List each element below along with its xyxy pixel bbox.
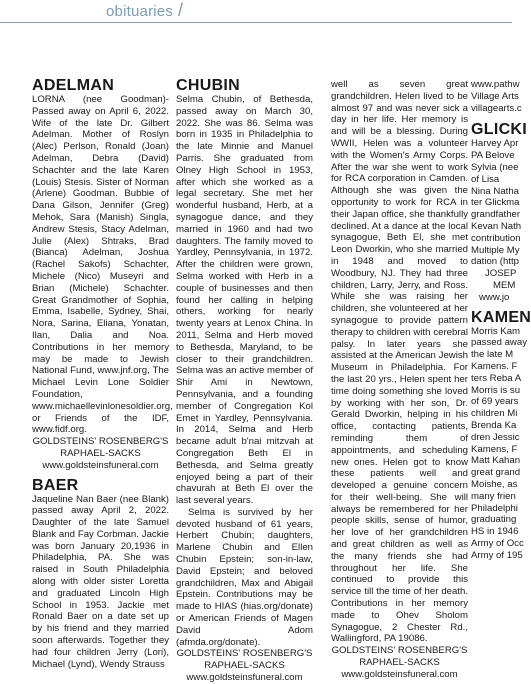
col4-line: MEM bbox=[493, 279, 516, 291]
col4-line: many frien bbox=[471, 490, 516, 502]
obituary-name-baer: BAER bbox=[32, 476, 79, 494]
col4-line: Sylvia (nee bbox=[471, 161, 519, 173]
col4-line: of Lisa bbox=[471, 173, 500, 185]
col4-line: Kamens, F bbox=[471, 443, 518, 455]
col4-line: Matt Kahan bbox=[471, 455, 521, 467]
col4-line: www.jo bbox=[479, 291, 510, 303]
col4-line: Village Arts bbox=[471, 90, 519, 102]
header-divider bbox=[0, 22, 512, 23]
col4-line: villagearts.c bbox=[471, 102, 522, 114]
obituary-name-chubin: CHUBIN bbox=[176, 77, 241, 94]
col4-line: PA Belove bbox=[471, 150, 515, 162]
funeral-home-website: www.goldsteinsfuneral.com bbox=[186, 672, 303, 684]
column-3 bbox=[331, 79, 468, 681]
section-title: obituaries bbox=[106, 3, 174, 20]
col4-line: Morris Kam bbox=[471, 325, 521, 337]
column-1 bbox=[32, 77, 173, 670]
obituary-name-kamens: KAMEN bbox=[471, 308, 531, 326]
col4-line: Moishe, as bbox=[471, 478, 518, 490]
col4-line: the late M bbox=[471, 349, 514, 361]
obituary-text-chubin-survivors: Selma is survived by her devoted husband of 61 years, Herbert Chubin; daughters, Marlene Chubin and Ellen Chubin Epstein; son-in-law, David Epstein; and beloved grandchildren, Max and Abigail Epstein. Contributions may be made to HIAS (hias.org/donate) or American Friends of Magen David Adom (afmda.org/donate). bbox=[176, 506, 313, 648]
obituary-name-glick: GLICKI bbox=[471, 121, 528, 139]
col4-line: dren Jessic bbox=[471, 431, 520, 443]
col4-line: passed away bbox=[471, 337, 527, 349]
col4-line: Kevan Nath bbox=[471, 220, 522, 232]
obituary-text-baer: Jaqueline Nan Baer (nee Blank) passed away April 2, 2022. Daughter of the late Samuel Blank and Fay Corbman. Jackie was born January 20,1936 in Philadelphia, PA. She was raised in South Philadelphia along with older sister Loretta and graduated Lincoln High School in 1953. Jackie met Ronald Baer on a date set up by his friend and they married soon afterwards. Together they had four children Jerry (Lori), Michael (Lynd), Wendy Strauss bbox=[32, 493, 169, 670]
funeral-home-credit: GOLDSTEINS' ROSENBERG'S RAPHAEL-SACKS bbox=[32, 436, 169, 459]
obituary-text-dworkin-continued: well as seven great grandchildren. Helen lived to be almost 97 and was never sick a day in her life. Her memory is and will be a blessing. During WWII, Helen was a volunteer with the Women's Army Corps. After the war she went to work for RCA corporation in Camden. Although she was given the opportunity to work for RCA in their Japan office, she thankfully declined. At a dance at the local synagogue, Beth El, she met Leon Dworkin, who she married in 1948 and moved to Woodbury, NJ. They had three children, Larry, Jerry, and Ross. While she was raising her children, she volunteered at her synagogue to provide pattern therapy to children with cerebral palsy. In later years she assisted at the American Jewish Museum in Philadelphia. For the last 20 yrs., Helen spent her time doing something she loved by working with her son, Dr. Gerald Dworkin, helping in his office, contacting patients, reminding them of appointments, and scheduling new ones. Helen got to know these patients well and developed a genuine concern for their well-being. She will always be remembered for her people skills, sense of humor, her love of her grandchildren and great children as well as the many friends she had throughout her life. She continued to provide this service till the time of her death. Contributions in her memory made to Ohev Sholom Synagogue, 2 Chester Rd., Wallingford, PA 19086. bbox=[331, 79, 468, 645]
col4-line: Army of Occ bbox=[471, 537, 524, 549]
col4-line: dation (http bbox=[471, 256, 520, 268]
obituary-name-adelman: ADELMAN bbox=[32, 77, 115, 94]
col4-line: Harvey Apr bbox=[471, 138, 519, 150]
funeral-home-website: www.goldsteinsfuneral.com bbox=[42, 459, 159, 471]
col4-line: grandfather bbox=[471, 209, 521, 221]
column-4 bbox=[471, 79, 531, 561]
col4-line: Morris is su bbox=[471, 384, 521, 396]
col4-line: HS in 1946 bbox=[471, 526, 519, 538]
header-slash-mark: / bbox=[178, 0, 184, 20]
funeral-home-credit: GOLDSTEINS' ROSENBERG'S RAPHAEL-SACKS bbox=[176, 648, 313, 672]
col4-line: Brenda Ka bbox=[471, 419, 517, 431]
col4-line: JOSEP bbox=[485, 268, 517, 280]
col4-line: of 69 years bbox=[471, 396, 519, 408]
section-header bbox=[0, 0, 512, 30]
funeral-home-website: www.goldsteinsfuneral.com bbox=[341, 668, 458, 680]
col4-line: ter Glickma bbox=[471, 197, 520, 209]
col4-line: great grand bbox=[471, 467, 521, 479]
col4-line: Multiple My bbox=[471, 244, 520, 256]
col4-line: contribution bbox=[471, 232, 521, 244]
col4-line: ters Reba A bbox=[471, 372, 522, 384]
col4-line: Nina Natha bbox=[471, 185, 519, 197]
col4-line: Philadelphi bbox=[471, 502, 518, 514]
obituary-text-chubin: Selma Chubin, of Bethesda, passed away on March 30, 2022. She was 86. Selma was born in 1935 in Philadelphia to the late Minnie and Manuel Parris. She graduated from Olney High School in 1953, after which she worked as a legal secretary. She met her wonderful husband, Herb, at a synagogue dance, and they married in 1960 and had two daughters. The family moved to Yardley, Pennsylvania, in 1972. After the children were grown, Selma worked with Herb in a couple of businesses and then found her calling in helping others, working for nearly twenty years at Lenox China. In 2011, Selma and Herb moved to Bethesda, Maryland, to be closer to their grandchildren. Selma was an active member of Shir Ami in Newtown, Pennsylvania, and a founding member of Congregation Kol Emet in Yardley, Pennsylvania. In 2014, Selma and Herb became adult b'nai mitzvah at Congregation Beth El in Bethesda, and Selma greatly enjoyed being a part of their chavurah at Beth El over the last several years. bbox=[176, 94, 313, 507]
col4-line: www.pathw bbox=[471, 79, 520, 90]
column-2 bbox=[176, 78, 313, 684]
col4-line: Kamens. F bbox=[471, 360, 518, 372]
obituary-text-adelman: LORNA (nee Goodman)-Passed away on April 6, 2022. Wife of the late Dr. Gilbert Adelman. Mother of Roslyn (Alec) Perlson, Ronald (Joan) Adelman, Debra (David) Schachter and the late Karen (Louis) Stesis. Sister of Norman (Arlene) Goodman. Bubbie of Dana Gilson, Jennifer (Greg) Mehok, Sara (Manish) Singla, Andrew Stesis, Stacy Adelman, Julie (Alex) Shtraks, Brad (Bianca) Adelman, Joshua (Rachel Sakofs) Schachter, Michele (Nico) Museyri and Brian (Michele) Schachter. Great Grandmother of Sophia, Emma, Isabelle, Sydney, Shai, Nora, Sarina, Eliana, Yonatan, Ilan, Dalia and Noa. Contributions in her memory may be made to Jewish National Fund, www.jnf.org, The Michael Levin Lone Soldier Foundation, www.michaellevinlonesoldier.org, or Friends of the IDF, www.fidf.org. bbox=[32, 94, 173, 436]
funeral-home-credit: GOLDSTEINS' ROSENBERG'S RAPHAEL-SACKS bbox=[331, 645, 468, 669]
col4-line: graduating bbox=[471, 514, 517, 526]
col4-line: children Mi bbox=[471, 408, 518, 420]
col4-line: Army of 195 bbox=[471, 549, 523, 561]
